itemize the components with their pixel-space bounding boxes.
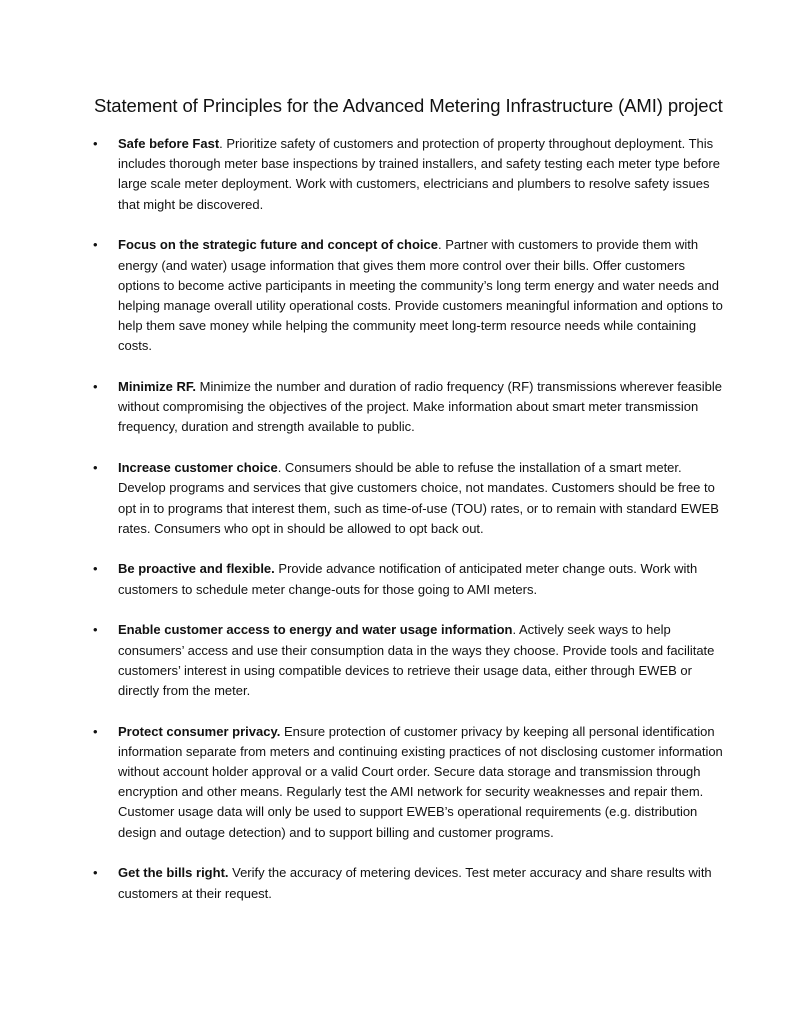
principle-heading: Protect consumer privacy. — [118, 723, 281, 739]
principle-text: Provide advance notification of anticipated meter change outs. Work with customers to schedule meter change-outs for those going to AMI meters. — [118, 561, 698, 597]
principle-heading: Increase customer choice — [118, 460, 278, 476]
principle-heading: Focus on the strategic future and concept of choice — [118, 237, 438, 253]
bullet-icon: • — [93, 622, 98, 638]
principle-text: . Partner with customers to provide them with energy (and water) usage information that gives them more control over their bills. Offer customers options to become active participants in meeting the community’s long term energy and water needs and helping manage overall utility operational costs. Provide customers meaningful information and options to help them save money while helping the community meet long-term resource needs while containing costs. — [118, 237, 723, 354]
bullet-icon: • — [93, 237, 98, 253]
principle-minimize-rf — [90, 377, 730, 438]
bullet-icon: • — [93, 136, 98, 151]
principle-customer-choice — [90, 458, 730, 539]
principle-text: . Prioritize safety of customers and protection of property throughout deployment. This includes thorough meter base inspections by trained installers, and safety testing each meter type before large scale meter deployment. Work with customers, electricians and plumbers to resolve safety issues that might be discovered. — [118, 136, 720, 212]
principle-text: . Consumers should be able to refuse the installation of a smart meter. Develop programs and services that give customers choice, not mandates. Customers should be free to opt in to programs that interest them, such as time-of-use (TOU) rates, or to remain with standard EWEB rates. Consumers who opt in should be allowed to opt back out. — [118, 460, 719, 536]
principle-text: Ensure protection of customer privacy by keeping all personal identification information separate from meters and continuing existing practices of not disclosing customer information without account holder approval or a valid Court order. Secure data storage and transmission through encryption and other means. Regularly test the AMI network for security weaknesses and repair them. Customer usage data will only be used to support EWEB’s operational requirements (e.g. distribution design and outage detection) and to support billing and customer programs. — [118, 723, 723, 840]
bullet-icon: • — [93, 723, 98, 739]
principles-list — [90, 134, 730, 924]
principle-customer-access — [90, 620, 730, 701]
principle-consumer-privacy — [90, 722, 730, 843]
principle-heading: Safe before Fast — [118, 136, 220, 151]
document-title: Statement of Principles for the Advanced Metering Infrastructure (AMI) project — [94, 95, 723, 116]
bullet-icon: • — [93, 460, 98, 476]
bullet-icon: • — [93, 561, 98, 577]
principle-safe-before-fast — [90, 134, 730, 215]
principle-heading: Be proactive and flexible. — [118, 561, 275, 577]
principle-proactive-flexible — [90, 559, 730, 599]
principle-heading: Enable customer access to energy and water usage information — [118, 622, 513, 638]
principle-text: Verify the accuracy of metering devices. Test meter accuracy and share results with customers at their request. — [118, 865, 712, 901]
principle-strategic-future — [90, 235, 730, 356]
principle-text: . Actively seek ways to help consumers’ access and use their consumption data in the ways they choose. Provide tools and facilitate customers’ interest in using compatible devices to retrieve their usage data, either through EWEB or directly from the meter. — [118, 622, 715, 698]
bullet-icon: • — [93, 865, 98, 881]
bullet-icon: • — [93, 379, 98, 395]
principle-bills-right — [90, 863, 730, 903]
principle-text: Minimize the number and duration of radio frequency (RF) transmissions wherever feasible without compromising the objectives of the project. Make information about smart meter transmission frequency, duration and strength available to public. — [118, 379, 723, 435]
principle-heading: Minimize RF. — [118, 379, 197, 395]
principle-heading: Get the bills right. — [118, 865, 229, 881]
